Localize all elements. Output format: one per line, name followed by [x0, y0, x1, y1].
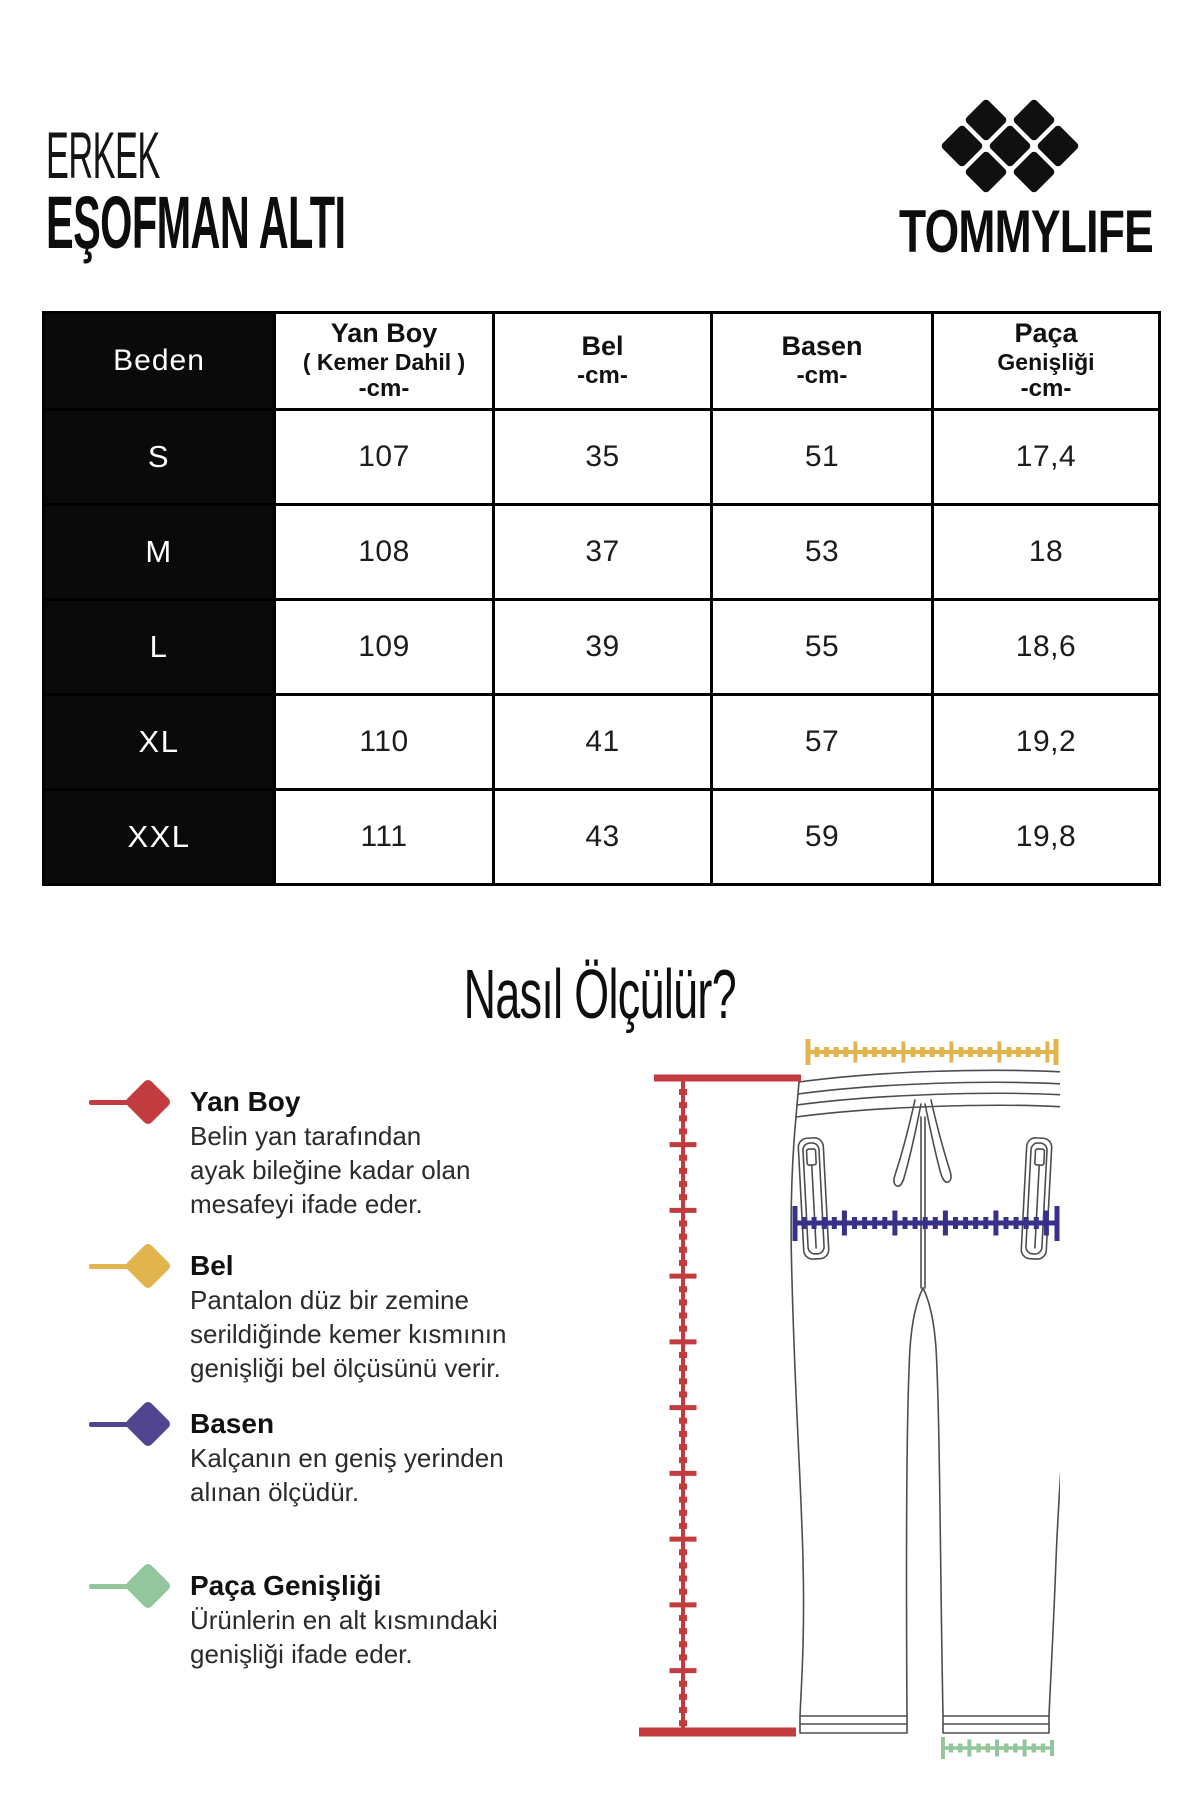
table-cell: 35	[494, 410, 712, 505]
table-cell: 39	[494, 600, 712, 695]
table-row-s	[44, 410, 1160, 505]
legend-item-bel	[75, 1249, 545, 1385]
pants-outline	[791, 1070, 1060, 1733]
table-cell: 57	[712, 695, 933, 790]
table-cell: 107	[275, 410, 494, 505]
category-title: ERKEK	[46, 118, 160, 192]
table-cell: 109	[275, 600, 494, 695]
column-header-line: -cm-	[1020, 375, 1072, 403]
legend-description	[190, 1441, 545, 1509]
legend-desc-line: alınan ölçüdür.	[190, 1477, 360, 1507]
table-cell: 18	[933, 505, 1160, 600]
legend-description	[190, 1119, 545, 1221]
legend-desc-line: Ürünlerin en alt kısmındaki	[190, 1605, 498, 1635]
bel-diamond-icon	[124, 1242, 172, 1290]
table-header-row	[44, 313, 1160, 410]
how-to-measure-title: Nasıl Ölçülür?	[463, 955, 737, 1033]
legend-description	[190, 1283, 545, 1385]
size-label: XXL	[44, 790, 275, 885]
column-header-beden: Beden	[44, 313, 275, 410]
size-label: L	[44, 600, 275, 695]
legend-desc-line: Belin yan tarafından	[190, 1121, 422, 1151]
left-pocket	[798, 1137, 829, 1259]
legend-desc-line: genişliği ifade eder.	[190, 1639, 413, 1669]
pants-measurement-diagram	[555, 1030, 1060, 1790]
table-cell: 110	[275, 695, 494, 790]
table-cell: 37	[494, 505, 712, 600]
table-cell: 59	[712, 790, 933, 885]
legend-item-yan-boy	[75, 1085, 545, 1221]
table-row-l	[44, 600, 1160, 695]
size-label: S	[44, 410, 275, 505]
size-table	[42, 311, 1161, 886]
column-header-paca-genisligi	[933, 313, 1160, 410]
column-header-line: -cm-	[796, 362, 848, 390]
column-header-bel	[494, 313, 712, 410]
size-label: XL	[44, 695, 275, 790]
legend-item-paca-genisligi	[75, 1569, 545, 1671]
table-cell: 51	[712, 410, 933, 505]
column-header-line: -cm-	[577, 362, 628, 390]
brand-logo	[860, 90, 1160, 265]
legend-desc-line: Pantalon düz bir zemine	[190, 1285, 469, 1315]
brand-logo-diamonds-icon	[860, 90, 1160, 200]
basen-diamond-icon	[124, 1400, 172, 1448]
column-header-line: Basen	[781, 331, 863, 362]
column-header-line: Paça	[1014, 317, 1078, 348]
table-cell: 41	[494, 695, 712, 790]
table-cell: 17,4	[933, 410, 1160, 505]
table-cell: 108	[275, 505, 494, 600]
legend-desc-line: serildiğinde kemer kısmının	[190, 1319, 507, 1349]
yan-boy-ruler	[639, 1078, 801, 1732]
legend-title: Paça Genişliği	[190, 1570, 382, 1601]
column-header-line: Bel	[581, 331, 624, 362]
measurement-legend	[75, 1085, 545, 1671]
table-row-xxl	[44, 790, 1160, 885]
table-row-xl	[44, 695, 1160, 790]
basen-ruler	[795, 1206, 1057, 1241]
paca-genisligi-diamond-icon	[124, 1562, 172, 1610]
paca-genisligi-ruler	[943, 1737, 1052, 1759]
legend-desc-line: ayak bileğine kadar olan	[190, 1155, 471, 1185]
measure-title-wrap	[0, 952, 1200, 1036]
legend-desc-line: mesafeyi ifade eder.	[190, 1189, 423, 1219]
table-cell: 111	[275, 790, 494, 885]
column-header-line: -cm-	[358, 375, 410, 403]
column-header-basen	[712, 313, 933, 410]
table-cell: 18,6	[933, 600, 1160, 695]
legend-desc-line: Kalçanın en geniş yerinden	[190, 1443, 504, 1473]
legend-item-basen	[75, 1407, 545, 1509]
column-header-line: Genişliği	[997, 348, 1095, 375]
size-label: M	[44, 505, 275, 600]
column-header-line: Yan Boy	[330, 317, 438, 348]
legend-description	[190, 1603, 545, 1671]
product-title: EŞOFMAN ALTI	[46, 181, 346, 264]
legend-title: Basen	[190, 1408, 275, 1439]
column-header-line: ( Kemer Dahil )	[302, 348, 466, 375]
yan-boy-diamond-icon	[124, 1078, 172, 1126]
right-pocket	[1021, 1137, 1052, 1259]
legend-desc-line: genişliği bel ölçüsünü verir.	[190, 1353, 501, 1383]
brand-name: TOMMYLIFE	[899, 198, 1153, 265]
legend-title: Yan Boy	[190, 1086, 301, 1117]
table-cell: 43	[494, 790, 712, 885]
table-cell: 19,2	[933, 695, 1160, 790]
bel-ruler	[808, 1039, 1056, 1065]
table-cell: 53	[712, 505, 933, 600]
legend-title: Bel	[190, 1250, 234, 1281]
table-cell: 19,8	[933, 790, 1160, 885]
table-cell: 55	[712, 600, 933, 695]
column-header-yan-boy	[275, 313, 494, 410]
table-row-m	[44, 505, 1160, 600]
